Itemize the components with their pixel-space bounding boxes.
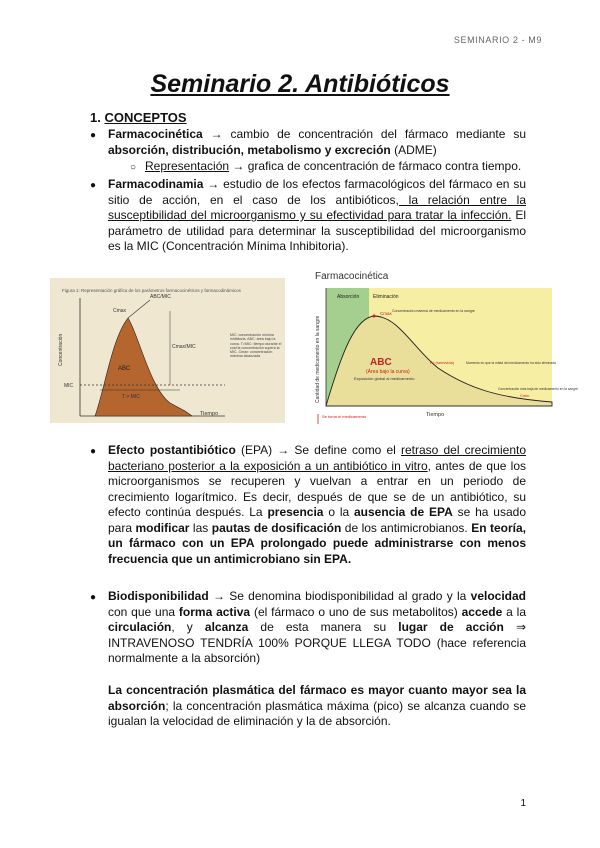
farmacodinamia-term: Farmacodinamia <box>108 177 204 191</box>
concentracion-paragraph <box>108 683 526 730</box>
cmax-mic-label: Cmax/MIC <box>172 344 196 350</box>
epa-text-3: o la <box>323 505 354 519</box>
bullet-dot: ● <box>90 592 97 603</box>
thalf-desc: Momento en que la mitad del medicamento ha sido eliminada <box>466 361 556 365</box>
page-number: 1 <box>520 798 526 809</box>
biodisp-text-3: (el fármaco o uno de sus metabolitos) <box>250 604 462 619</box>
biodisp-text-1: → Se denomina biodisponibilidad al grado y la <box>208 589 471 603</box>
epa-text-1: (EPA) → Se define como el <box>235 443 401 457</box>
bullet-dot: ● <box>90 446 97 457</box>
figure-right-title: Farmacocinética <box>315 271 389 282</box>
cmax-label: Cmax <box>380 311 392 316</box>
biodisponibilidad-paragraph <box>108 589 526 667</box>
sub-bullet-circle: ○ <box>130 162 137 173</box>
adme-tail: (ADME) <box>390 142 437 157</box>
figure-right-chart <box>298 268 578 428</box>
biodisp-bold-3: accede <box>461 604 503 619</box>
farmacodinamia-underline: la relación entre la susceptibilidad del microorganismo y su efectividad para tratar la infección. <box>108 192 526 222</box>
page-title: Seminario 2. Antibióticos <box>150 70 450 98</box>
t-mic-label: T > MIC <box>122 394 140 400</box>
representacion-line <box>145 159 535 175</box>
figure-left <box>50 278 285 423</box>
biodisp-bold-2: forma activa <box>178 604 251 619</box>
biodisp-bold-1: velocidad <box>470 589 526 603</box>
section-heading <box>90 110 187 125</box>
biodisp-text-5: , y <box>171 620 205 634</box>
biodisp-bold-5: alcanza <box>204 620 249 634</box>
farmacodinamia-text-1: → estudio de los efectos farmacológicos del fármaco en su sitio de acción, en el caso de los antibióticos, <box>108 177 526 207</box>
figure-right <box>298 268 578 428</box>
epa-paragraph <box>108 443 526 567</box>
eliminacion-label: Eliminación <box>373 294 399 300</box>
figure-right-ylabel: Cantidad de medicamento en la sangre <box>315 315 321 403</box>
biodisp-bold-6: lugar de acción <box>398 620 504 634</box>
representacion-term: Representación <box>145 159 230 173</box>
abc-label: ABC <box>118 366 131 372</box>
farmacodinamia-text-2: El parámetro de utilidad para determinar la susceptibilidad del microorganismo es la MIC (Concentración Mínima Inhibitoria). <box>108 208 526 253</box>
figure-left-chart <box>50 278 285 423</box>
concentracion-text: ; la concentración plasmática máxima (pico) se alcanza cuando se igualan la velocidad de eliminación y la de absorción. <box>108 698 526 728</box>
biodisp-text-7: ⇒ INTRAVENOSO TENDRÍA 100% PORQUE LLEGA TODO (hace referencia normalmente a la absorción) <box>108 620 526 665</box>
bullet-dot: ● <box>90 180 97 191</box>
cmax-label: Cmax <box>113 308 127 314</box>
figure-left-caption: Figura 1: Representación gráfica de los parámetros farmacocinéticos y farmacodinámicos <box>62 288 241 293</box>
cmax-point <box>373 315 376 318</box>
auc-area <box>95 318 192 416</box>
cmin-label: Cmin <box>520 393 530 398</box>
biodisp-term: Biodisponibilidad <box>108 589 209 603</box>
concentracion-bold: La concentración plasmática del fármaco es mayor cuanto mayor sea la absorción <box>108 683 526 713</box>
thalf-label: t½ (semivida) <box>430 360 455 365</box>
farmacocinetica-paragraph <box>108 127 526 158</box>
abc-sub-label: (Área bajo la curva) <box>366 369 410 375</box>
representacion-text: → grafica de concentración de fármaco contra tiempo. <box>229 159 522 173</box>
bullet-dot: ● <box>90 130 97 141</box>
epa-text-2: , antes de que los microorganismos se recuperen y vuelvan a entrar en un periodo de crecimiento logarítmico. Es decir, después de que se de un antibiótico, su efecto continúa después. La <box>108 458 527 519</box>
farmacocinetica-text: → cambio de concentración del fármaco mediante su <box>202 127 526 141</box>
abc-mic-pointer <box>128 300 150 318</box>
farmacodinamia-paragraph <box>108 177 526 255</box>
abc-mic-label: ABC/MIC <box>150 294 171 300</box>
epa-text-6: de los antimicrobianos. <box>341 520 472 535</box>
biodisp-text-2: con que una <box>108 604 179 619</box>
epa-term: Efecto postantibiótico <box>108 443 236 457</box>
figure-right-xlabel: Tiempo <box>426 412 445 418</box>
section-title: CONCEPTOS <box>104 110 187 125</box>
cmin-desc: Concentración más baja de medicamento en la sangre <box>498 387 578 391</box>
epa-bold-5: En teoría, un fármaco con un EPA prolongado puede administrarse con menos frecuencia que un antimicrobiano sin EPA. <box>108 520 526 566</box>
page-header: SEMINARIO 2 - M9 <box>453 35 542 45</box>
epa-text-4: se ha usado para <box>108 505 527 535</box>
figure-left-xlabel: Tiempo <box>200 411 219 417</box>
adme-bold: absorción, distribución, metabolismo y excreción <box>108 142 391 157</box>
figure-left-note-text: MIC: concentración mínima inhibitoria. ABC: área bajo la curva. T>MIC: tiempo durante el cual la concentración supera la MIC. Cmax: concentración máxima alcanzada. <box>230 333 282 359</box>
figure-left-note <box>230 333 282 403</box>
absorcion-label: Absorción <box>337 294 360 300</box>
abc-desc: Exposición global al medicamento <box>354 376 415 381</box>
epa-text-5: las <box>189 520 212 535</box>
cmax-desc: Concentración máxima de medicamento en la sangre <box>392 309 475 313</box>
epa-bold-4: pautas de dosificación <box>211 520 342 535</box>
epa-bold-3: modificar <box>135 520 190 535</box>
abc-label: ABC <box>370 357 392 368</box>
section-number: 1. <box>90 110 101 125</box>
toma-label: Se toma el medicamento <box>322 414 367 419</box>
epa-underline: retraso del crecimiento bacteriano posterior a la exposición a un antibiótico in vitro <box>108 443 527 473</box>
biodisp-bold-4: circulación <box>108 620 172 634</box>
figure-left-ylabel: Concentración <box>58 333 64 366</box>
biodisp-text-4: a la <box>502 604 527 619</box>
farmacocinetica-term: Farmacocinética <box>108 127 203 141</box>
epa-bold-1: presencia <box>267 505 324 519</box>
mic-label: MIC <box>64 383 74 389</box>
biodisp-text-6: de esta manera su <box>248 620 399 634</box>
epa-bold-2: ausencia de EPA <box>353 505 453 519</box>
